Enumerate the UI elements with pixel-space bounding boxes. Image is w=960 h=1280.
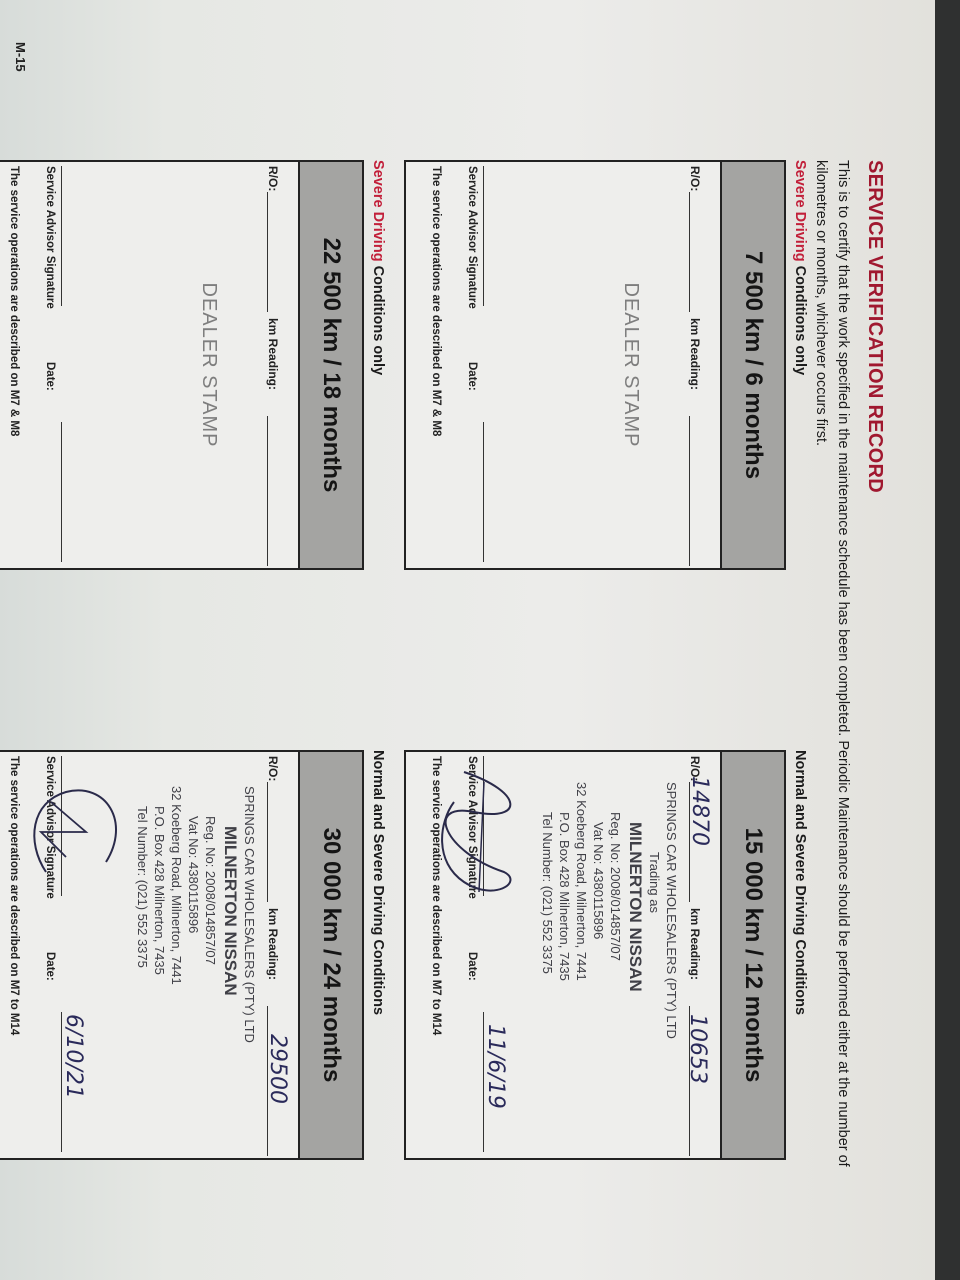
ro-line <box>267 782 268 902</box>
rotated-page-content <box>8 160 886 1260</box>
date-handwritten-value: 6/10/21 <box>61 1014 86 1099</box>
service-card-30000 <box>0 750 364 1160</box>
km-reading-label: km Reading: <box>266 908 280 981</box>
date-label: Date: <box>44 952 56 981</box>
km-reading-label: km Reading: <box>688 908 702 981</box>
signature-scribble <box>434 762 534 912</box>
km-line <box>689 416 690 566</box>
ro-label: R/O: <box>688 756 702 782</box>
ro-handwritten-value: 14870 <box>687 776 712 846</box>
date-handwritten-value: 11/6/19 <box>483 1024 508 1109</box>
ro-label: R/O: <box>688 166 702 192</box>
dealer-stamp-placeholder: DEALER STAMP <box>198 282 220 448</box>
date-label: Date: <box>44 362 56 391</box>
dealer-stamp-placeholder: DEALER STAMP <box>620 282 642 448</box>
service-card-15000 <box>404 750 786 1160</box>
dealer-stamp: SPRINGS CAR WHOLESALERS (PTY) LTD Trading as MILNERTON NISSAN Reg. No: 2008/014857/07 Vat No: 4380115896 32 Koeberg Road, Milnerton, 7441 P.O. Box 428 Milnerton, 7435 Tel Number: (021) 552 3375 <box>540 782 679 1039</box>
intro-text: This is to certify that the work specified in the maintenance schedule has been completed. Periodic Maintenance should be performed either at the number of kilometres or months, whichever occurs first. <box>813 160 851 1167</box>
card-2-condition: Severe Driving Conditions only <box>370 160 386 376</box>
ro-line <box>267 192 268 312</box>
km-handwritten-value: 29500 <box>265 1034 290 1104</box>
date-line <box>61 422 62 562</box>
card-interval: 7 500 km / 6 months <box>720 162 784 568</box>
card-interval: 22 500 km / 18 months <box>298 162 362 568</box>
km-reading-label: km Reading: <box>688 318 702 391</box>
card-footer: The service operations are described on M7 to M14 <box>8 756 20 1036</box>
card-footer: The service operations are described on M7 to M14 <box>430 756 442 1036</box>
page-title: SERVICE VERIFICATION RECORD <box>864 160 886 493</box>
card-1-condition: Severe Driving Conditions only <box>792 160 808 376</box>
km-reading-label: km Reading: <box>266 318 280 391</box>
signature-label: Service Advisor Signature <box>466 166 478 309</box>
card-interval: 15 000 km / 12 months <box>720 752 784 1158</box>
service-card-7500 <box>404 160 786 570</box>
signature-scribble <box>16 762 126 892</box>
card-footer: The service operations are described on M7 & M8 <box>430 166 442 437</box>
card-3-condition: Normal and Severe Driving Conditions <box>792 750 808 1016</box>
ro-label: R/O: <box>266 166 280 192</box>
date-label: Date: <box>466 362 478 391</box>
card-footer: The service operations are described on M7 & M8 <box>8 166 20 437</box>
signature-label: Service Advisor Signature <box>44 166 56 309</box>
signature-label: Service Advisor Signature <box>466 756 478 899</box>
km-handwritten-value: 10653 <box>685 1014 710 1084</box>
signature-label: Service Advisor Signature <box>44 756 56 899</box>
km-line <box>267 416 268 566</box>
date-label: Date: <box>466 952 478 981</box>
date-line <box>483 422 484 562</box>
ro-label: R/O: <box>266 756 280 782</box>
ro-line <box>689 192 690 312</box>
dealer-stamp: SPRINGS CAR WHOLESALERS (PTY) LTD MILNERTON NISSAN Reg. No: 2008/014857/07 Vat No: 4380115896 32 Koeberg Road, Milnerton, 7441 P.O. Box 428 Milnerton, 7435 Tel Number: (021) 552 3375 <box>135 786 257 1043</box>
card-4-condition: Normal and Severe Driving Conditions <box>370 750 386 1016</box>
signature-line <box>483 166 484 306</box>
card-interval: 30 000 km / 24 months <box>298 752 362 1158</box>
page-number: M-15 <box>13 42 28 72</box>
service-card-22500 <box>0 160 364 570</box>
signature-line <box>61 166 62 306</box>
